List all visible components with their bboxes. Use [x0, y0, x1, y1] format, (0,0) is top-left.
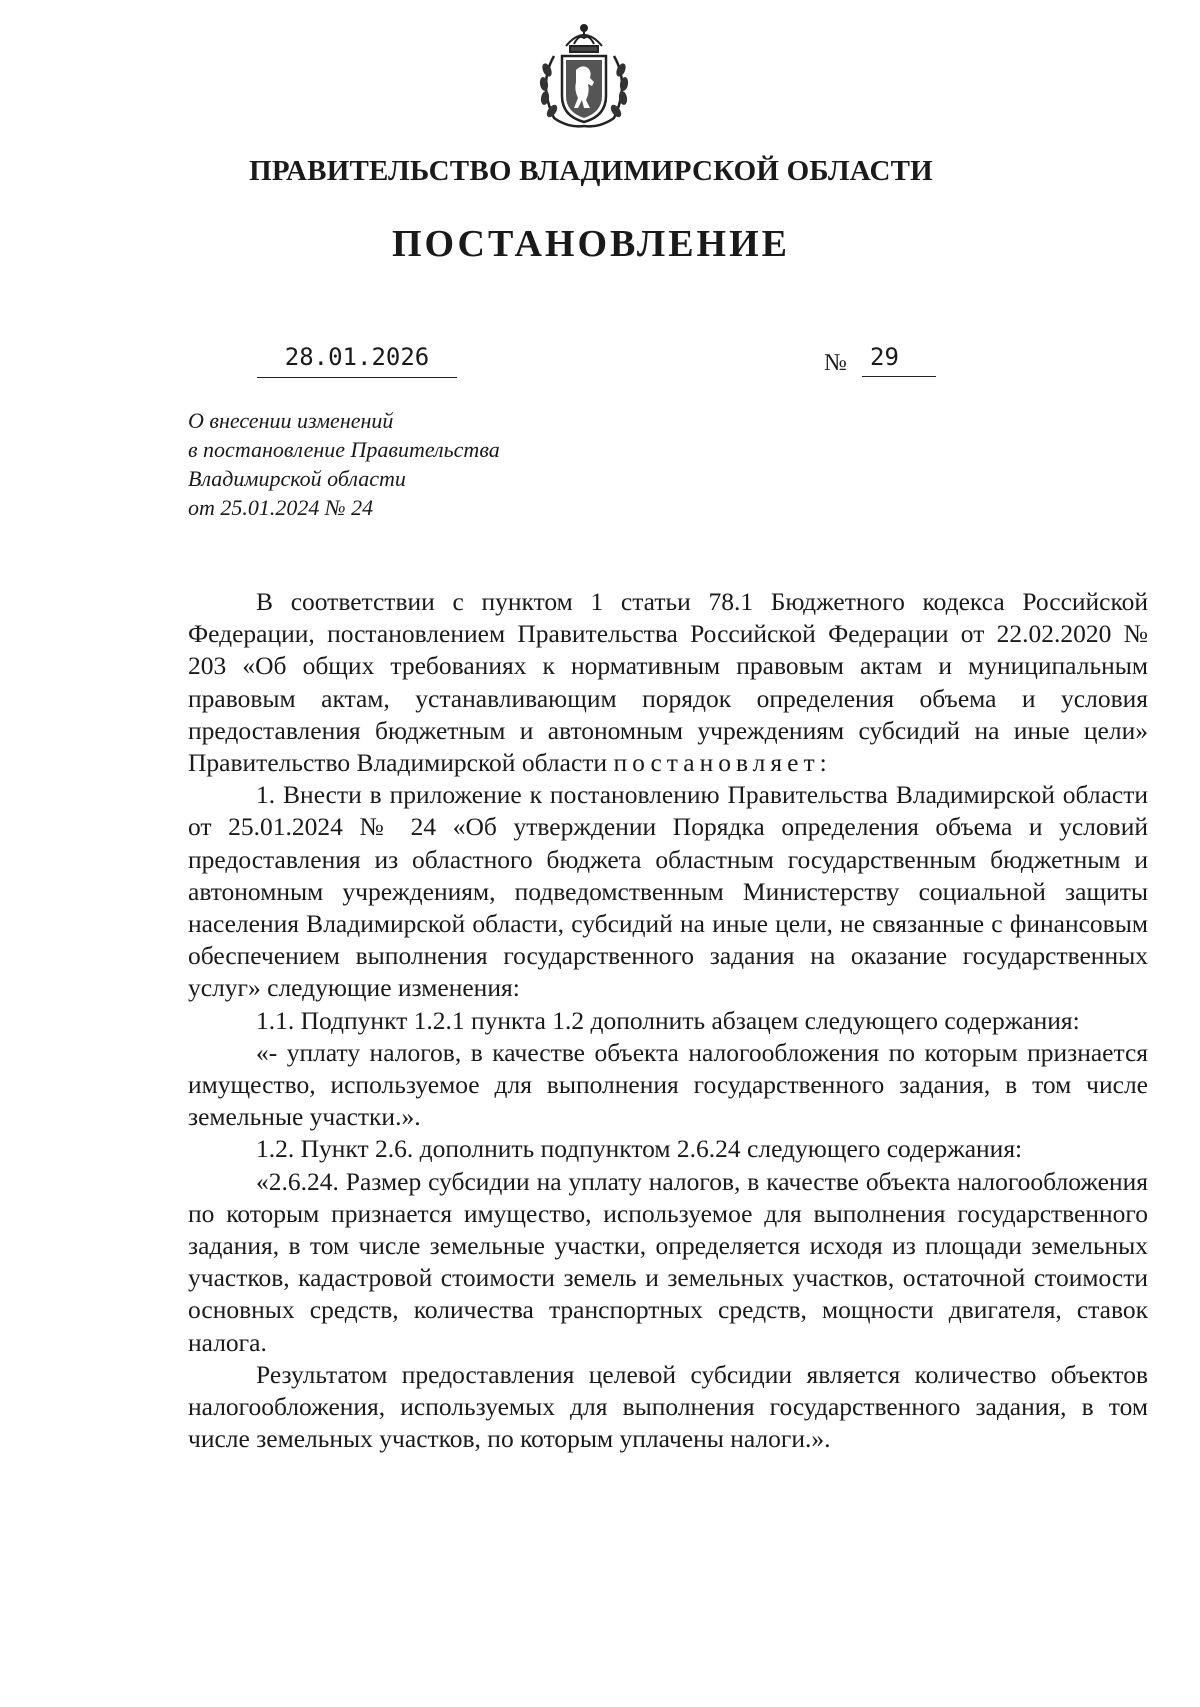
- body-paragraph: Результатом предоставления целевой субсидии является количество объектов налогообложения, используемых для выполнения государственного задания, в том числе земельных участков, по которым уплачены налоги.».: [188, 1359, 1148, 1454]
- subject-line: от 25.01.2024 № 24: [188, 495, 374, 520]
- number-sign: №: [824, 350, 847, 376]
- body-paragraph: 1.1. Подпункт 1.2.1 пункта 1.2 дополнить абзацем следующего содержания:: [256, 1005, 1080, 1035]
- preamble-text: В соответствии с пунктом 1 статьи 78.1 Бюджетного кодекса Российской Федерации, постановлением Правительства Российской Федерации от 22.02.2020 № 203 «Об общих требованиях к нормативным правовым актам и муниципальным правовым актам, устанавливающим порядок определения объема и условия предоставления бюджетным и автономным учреждениям субсидий на иные цели» Правительство Владимирской области: [188, 587, 1148, 778]
- document-body: [188, 586, 1148, 1455]
- government-title: ПРАВИТЕЛЬСТВО ВЛАДИМИРСКОЙ ОБЛАСТИ: [249, 155, 933, 187]
- preamble-paragraph: [188, 586, 1148, 779]
- document-number: 29: [862, 343, 936, 377]
- subject-line: Владимирской области: [188, 466, 406, 491]
- body-paragraph: 1.2. Пункт 2.6. дополнить подпунктом 2.6.24 следующего содержания:: [256, 1134, 1023, 1164]
- body-paragraph: 1. Внести в приложение к постановлению Правительства Владимирской области от 25.01.2024 № 24 «Об утверждении Порядка определения объема и условий предоставления из областного бюджета областным государственным бюджетным и автономным учреждениям, подведомственным Министерству социальной защиты населения Владимирской области, субсидий на иные цели, не связанные с финансовым обеспечением выполнения государственного задания на оказание государственных услуг» следующие изменения:: [188, 780, 1148, 1003]
- document-date: 28.01.2026: [257, 343, 457, 378]
- decree-word: постановляет:: [613, 748, 832, 778]
- body-paragraph: «- уплату налогов, в качестве объекта налогообложения по которым признается имущество, используемое для выполнения государственного задания, в том числе земельные участки.».: [188, 1037, 1148, 1132]
- body-paragraph: «2.6.24. Размер субсидии на уплату налогов, в качестве объекта налогообложения по которым признается имущество, используемое для выполнения государственного задания, в том числе земельные участки, определяется исходя из площади земельных участков, кадастровой стоимости земель и земельных участков, остаточной стоимости основных средств, количества транспортных средств, мощности двигателя, ставок налога.: [188, 1166, 1148, 1357]
- subject-line: О внесении изменений: [188, 408, 394, 433]
- coat-of-arms-emblem: [532, 20, 636, 132]
- document-type-heading: ПОСТАНОВЛЕНИЕ: [391, 223, 791, 265]
- document-subject: [188, 406, 500, 522]
- subject-line: в постановление Правительства: [188, 437, 500, 462]
